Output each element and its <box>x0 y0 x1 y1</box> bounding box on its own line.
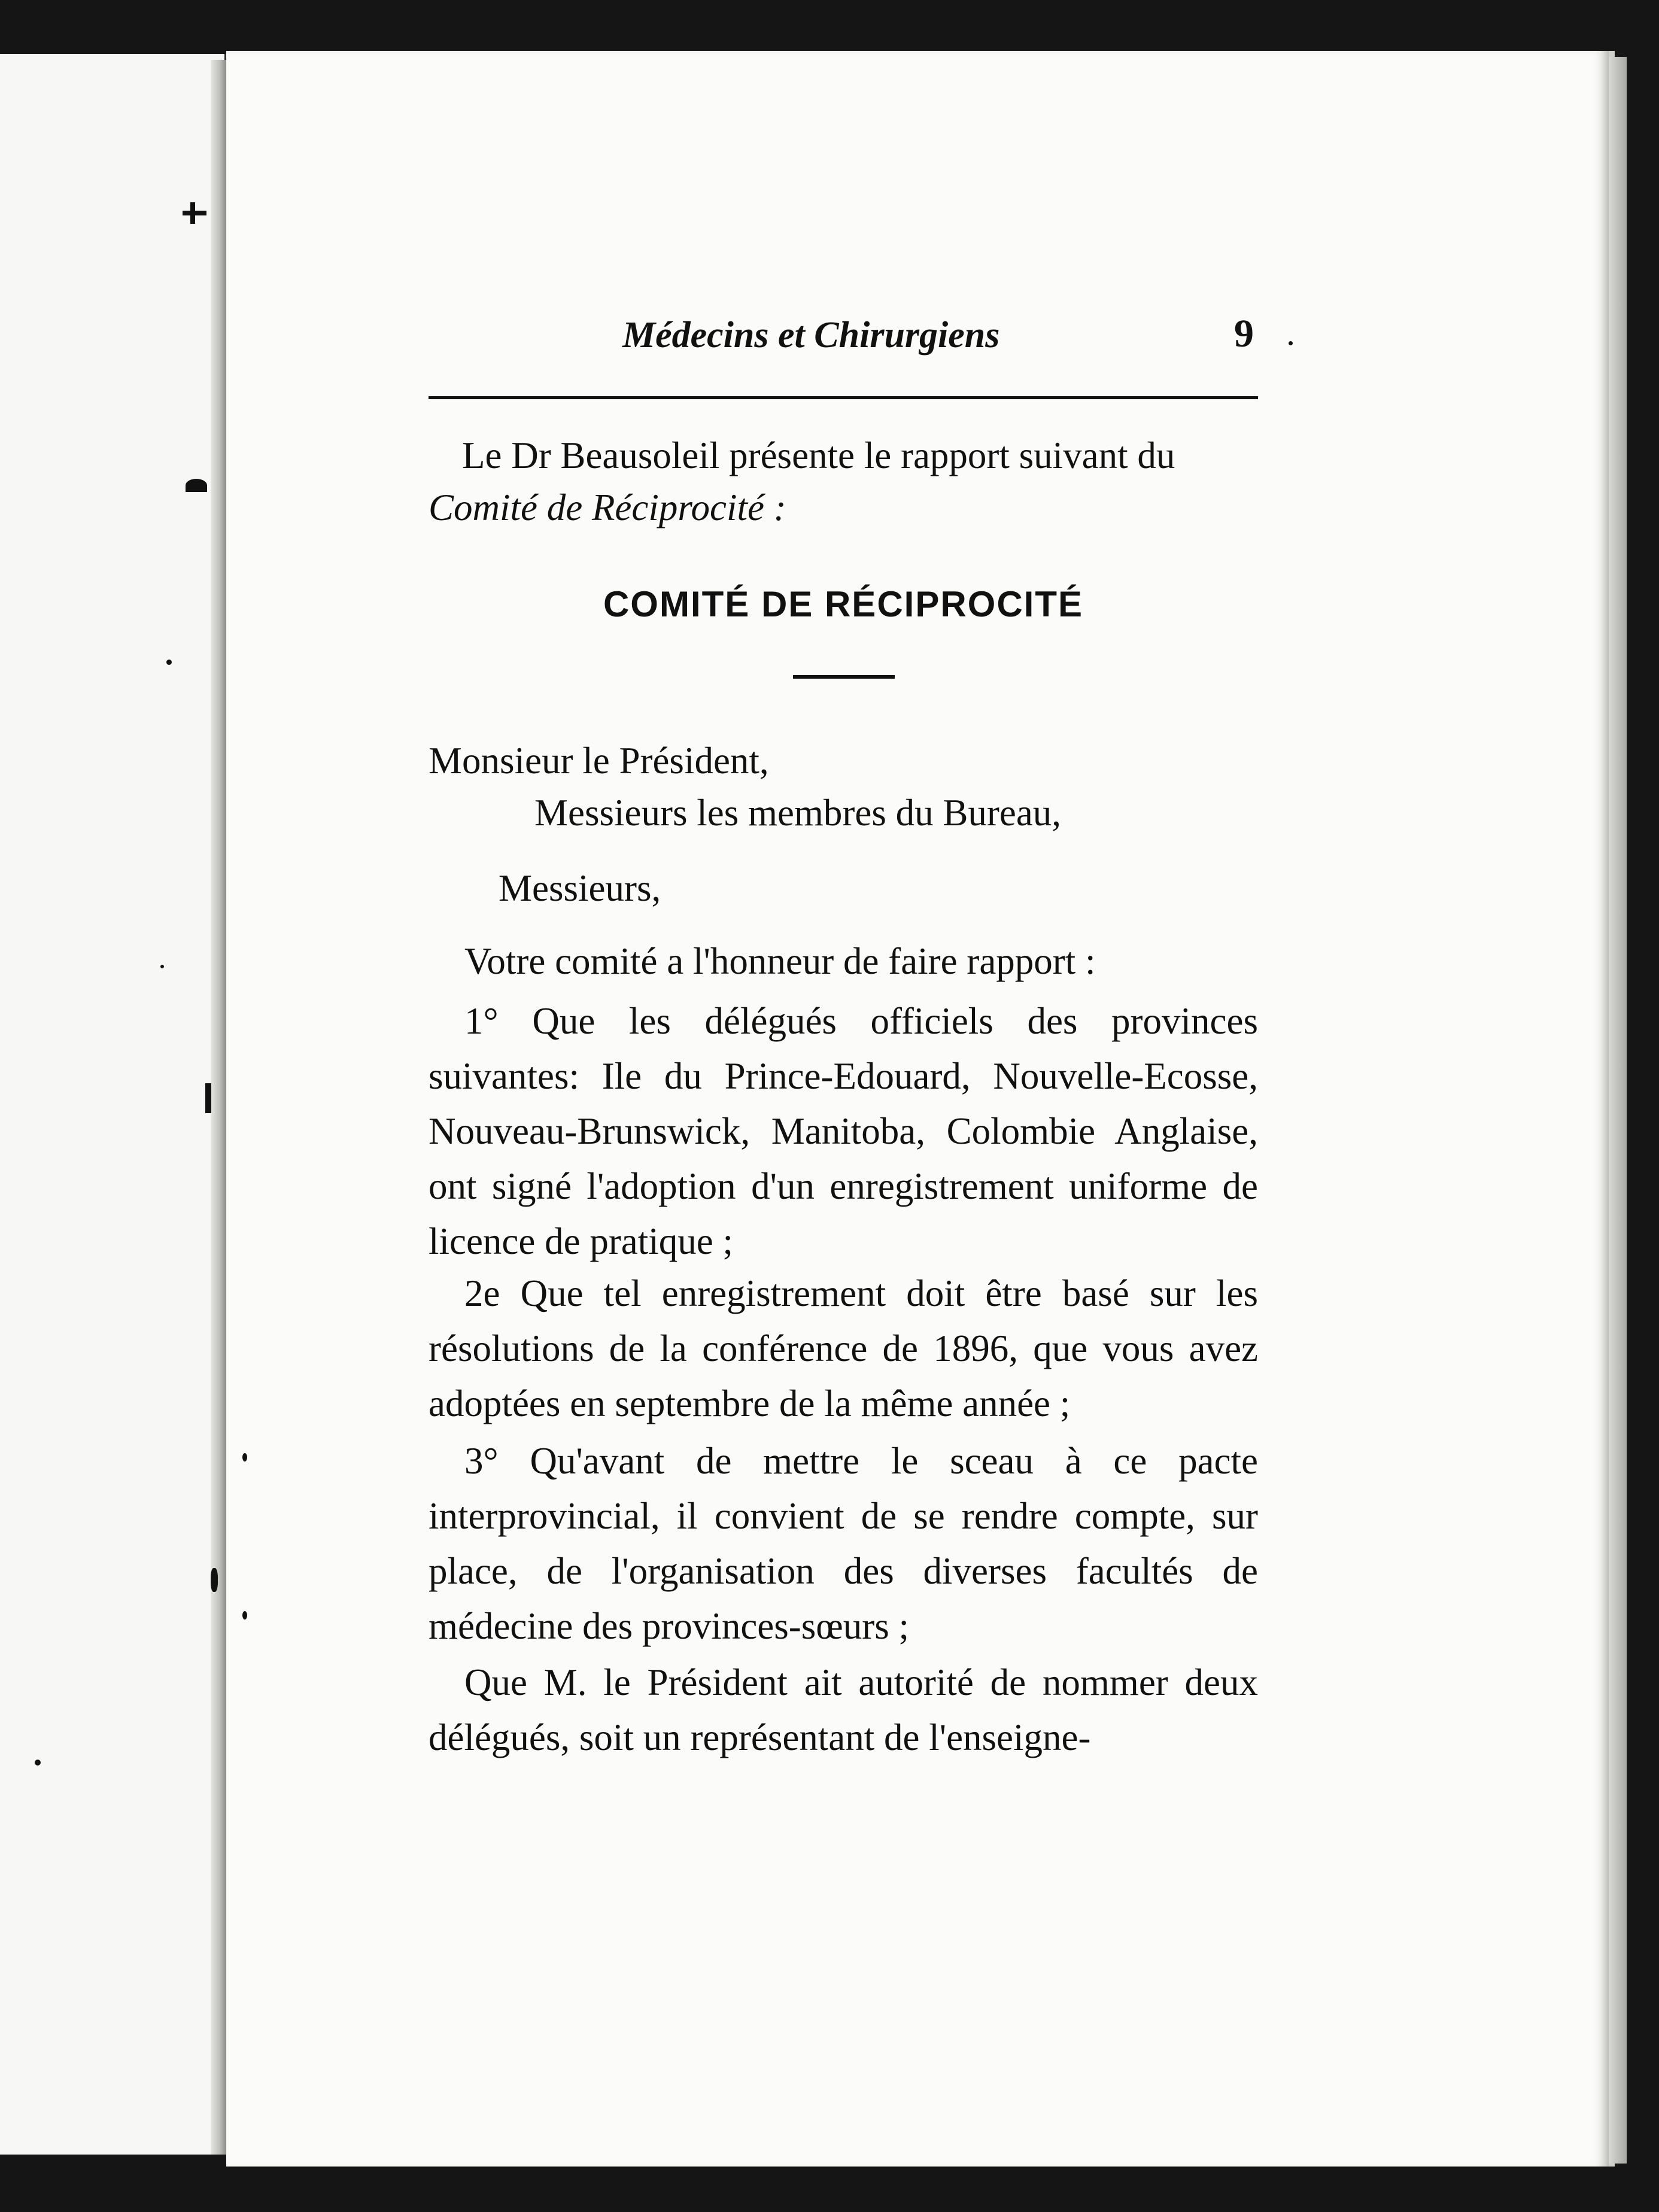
paragraph-text: 3° Qu'avant de mettre le sceau à ce pacte interprovincial, il convient de se rendre compte, sur place, de l'organisation des diverses facultés de médecine des provinces-sœurs ; <box>429 1440 1258 1647</box>
speck <box>1289 341 1293 345</box>
speck <box>166 660 172 665</box>
body-paragraph <box>429 1433 1258 1654</box>
section-title: COMITÉ DE RÉCIPROCITÉ <box>603 584 1084 624</box>
body-paragraph <box>429 1655 1258 1765</box>
speck <box>242 1453 247 1462</box>
paragraph-text: Que M. le Président ait autorité de nommer deux délégués, soit un représentant de l'enseigne- <box>429 1661 1258 1758</box>
margin-mark <box>190 202 195 224</box>
salutation-line: Monsieur le Président, <box>429 740 769 782</box>
previous-page-edge <box>0 54 228 2155</box>
salutation-line: Messieurs, <box>499 867 661 909</box>
body-paragraph <box>429 934 1258 989</box>
running-head: Médecins et Chirurgiens <box>622 315 1000 356</box>
speck <box>242 1611 247 1620</box>
body-paragraph <box>429 1266 1258 1431</box>
speck <box>35 1760 41 1766</box>
page-stack-edge <box>1609 57 1627 2164</box>
margin-mark <box>186 479 207 492</box>
paragraph-text: Votre comité a l'honneur de faire rapport : <box>464 940 1096 982</box>
salutation-line: Messieurs les membres du Bureau, <box>534 792 1062 834</box>
speck <box>160 965 164 968</box>
margin-mark <box>205 1083 211 1113</box>
paragraph-text: 1° Que les délégués officiels des provinces suivantes: Ile du Prince-Edouard, Nouvelle-Ecosse, Nouveau-Brunswick, Manitoba, Colombie Anglaise, ont signé l'adoption d'un enregistrement uniforme de licence de pratique ; <box>429 1000 1258 1262</box>
paragraph-text: 2e Que tel enregistrement doit être basé sur les résolutions de la conférence de 1896, que vous avez adoptées en septembre de la même année ; <box>429 1272 1258 1424</box>
page-number: 9 <box>1234 312 1254 356</box>
title-rule <box>793 675 895 679</box>
book-gutter <box>211 60 226 2155</box>
intro-line: Le Dr Beausoleil présente le rapport suivant du <box>462 434 1175 476</box>
header-rule <box>429 396 1258 399</box>
body-paragraph <box>429 993 1258 1269</box>
margin-mark <box>211 1568 218 1592</box>
intro-line-italic: Comité de Réciprocité : <box>429 487 786 528</box>
